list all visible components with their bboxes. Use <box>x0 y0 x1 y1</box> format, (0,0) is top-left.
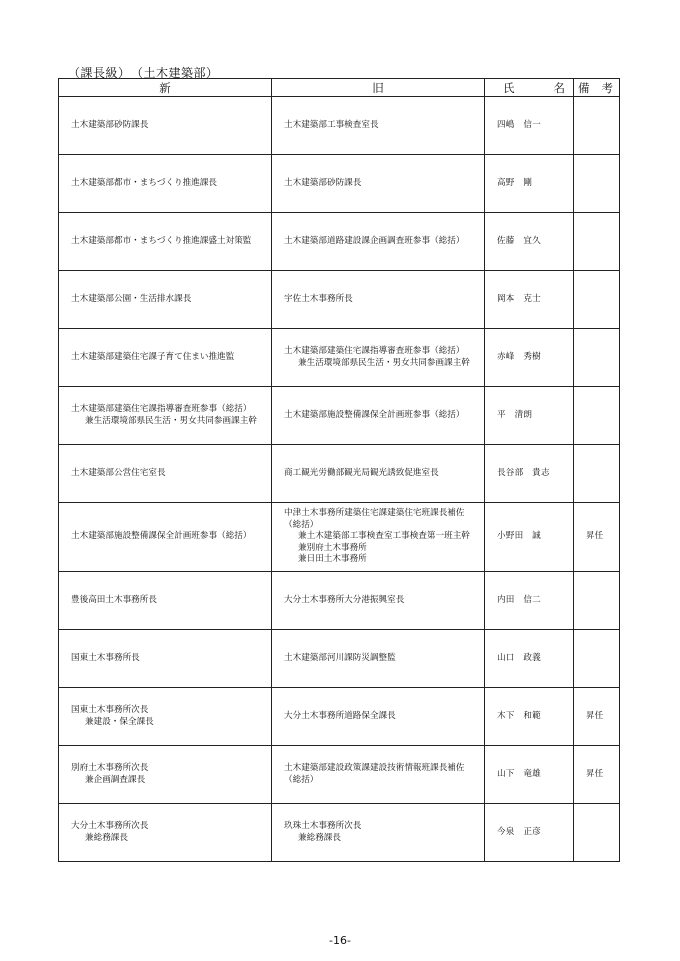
table-row <box>59 155 620 213</box>
new-post-cell <box>59 271 272 329</box>
header-name <box>485 79 574 97</box>
person-name-cell: 山下 竜雄 <box>485 746 574 804</box>
remarks-cell <box>574 329 620 387</box>
old-post-cell-line: 土木建築部道路建設課企画調査班参事（総括） <box>284 235 465 246</box>
old-post-cell <box>272 155 485 213</box>
new-post-cell-line: 兼建設・保全課長 <box>85 716 154 727</box>
new-post-cell <box>59 329 272 387</box>
department-label: （土木建築部） <box>137 66 219 80</box>
old-post-cell-line: 兼総務課長 <box>298 832 341 843</box>
old-post-cell-line: 大分土木事務所道路保全課長 <box>284 710 396 721</box>
new-post-cell <box>59 445 272 503</box>
new-post-cell <box>59 746 272 804</box>
new-post-cell-line: 大分土木事務所次長 <box>71 821 149 831</box>
header-name-char: 氏 <box>503 80 515 95</box>
table-row <box>59 630 620 688</box>
new-post-cell-line: 土木建築部建築住宅課指導審査班参事（総括） <box>71 404 252 414</box>
new-post-cell <box>59 213 272 271</box>
old-post-cell <box>272 271 485 329</box>
remarks-cell: 昇任 <box>574 688 620 746</box>
person-name-cell: 平 清朗 <box>485 387 574 445</box>
table-row <box>59 445 620 503</box>
new-post-cell-line: 土木建築部砂防課長 <box>71 119 149 130</box>
new-post-cell <box>59 572 272 630</box>
remarks-cell <box>574 387 620 445</box>
remarks-cell <box>574 97 620 155</box>
person-name-cell: 木下 和範 <box>485 688 574 746</box>
new-post-cell <box>59 804 272 862</box>
header-name-char: 名 <box>553 80 565 95</box>
old-post-cell <box>272 630 485 688</box>
remarks-cell <box>574 213 620 271</box>
old-post-cell <box>272 97 485 155</box>
personnel-table <box>58 78 620 862</box>
old-post-cell-line: 土木建築部河川課防災調整監 <box>284 652 396 663</box>
new-post-cell-line: 土木建築部建築住宅課子育て住まい推進監 <box>71 351 235 362</box>
person-name-cell: 長谷部 貴志 <box>485 445 574 503</box>
remarks-cell <box>574 155 620 213</box>
person-name-cell: 山口 政義 <box>485 630 574 688</box>
new-post-cell-line: 国東土木事務所次長 <box>71 705 149 715</box>
table-row <box>59 746 620 804</box>
new-post-cell <box>59 97 272 155</box>
new-post-cell-line: 土木建築部都市・まちづくり推進課長 <box>71 177 218 188</box>
remarks-cell <box>574 630 620 688</box>
new-post-cell-line: 土木建築部都市・まちづくり推進課盛土対策監 <box>71 235 252 246</box>
remarks-cell <box>574 271 620 329</box>
table-body <box>59 97 620 862</box>
person-name-cell: 内田 信二 <box>485 572 574 630</box>
old-post-cell <box>272 572 485 630</box>
remarks-cell <box>574 804 620 862</box>
header-note <box>574 79 620 97</box>
header-note-char: 備 <box>578 80 590 95</box>
table-row <box>59 572 620 630</box>
new-post-cell-line: 兼生活環境部県民生活・男女共同参画課主幹 <box>85 415 257 426</box>
table-row <box>59 329 620 387</box>
old-post-cell-line: 兼別府土木事務所 <box>298 542 367 553</box>
old-post-cell <box>272 329 485 387</box>
new-post-cell <box>59 688 272 746</box>
header-old: 旧 <box>272 79 485 97</box>
table-header-row <box>59 79 620 97</box>
old-post-cell <box>272 445 485 503</box>
grade-label: （課長級） <box>68 66 125 80</box>
table-row <box>59 503 620 572</box>
new-post-cell-line: 土木建築部施設整備課保全計画班参事（総括） <box>71 531 252 542</box>
old-post-cell-line: 土木建築部建築住宅課指導審査班参事（総括） <box>284 346 465 356</box>
old-post-cell-line: 兼土木建築部工事検査室工事検査第一班主幹 <box>298 531 470 542</box>
old-post-cell <box>272 503 485 572</box>
old-post-cell <box>272 387 485 445</box>
old-post-cell <box>272 688 485 746</box>
table-row <box>59 97 620 155</box>
new-post-cell-line: 土木建築部公営住宅室長 <box>71 467 166 478</box>
new-post-cell-line: 兼企画調査課長 <box>85 774 146 785</box>
remarks-cell: 昇任 <box>574 746 620 804</box>
page-number: -16- <box>329 934 351 947</box>
table-row <box>59 688 620 746</box>
old-post-cell-line: 中津土木事務所建築住宅課建築住宅班課長補佐（総括） <box>284 508 465 530</box>
person-name-cell: 佐藤 宜久 <box>485 213 574 271</box>
table-row <box>59 387 620 445</box>
old-post-cell-line: 土木建築部砂防課長 <box>284 177 362 188</box>
person-name-cell: 岡本 克士 <box>485 271 574 329</box>
old-post-cell-line: 商工観光労働部観光局観光誘致促進室長 <box>284 467 439 478</box>
new-post-cell-line: 別府土木事務所次長 <box>71 763 149 773</box>
new-post-cell-line: 豊後高田土木事務所長 <box>71 594 157 605</box>
remarks-cell <box>574 445 620 503</box>
new-post-cell <box>59 503 272 572</box>
old-post-cell-line: 兼日田土木事務所 <box>298 554 367 565</box>
old-post-cell-line: 土木建築部建設政策課建設技術情報班課長補佐（総括） <box>284 763 465 785</box>
table-row <box>59 271 620 329</box>
old-post-cell-line: 宇佐土木事務所長 <box>284 293 353 304</box>
table-row <box>59 213 620 271</box>
new-post-cell-line: 兼総務課長 <box>85 832 128 843</box>
person-name-cell: 高野 剛 <box>485 155 574 213</box>
header-new: 新 <box>59 79 272 97</box>
old-post-cell <box>272 746 485 804</box>
person-name-cell: 四嶋 信一 <box>485 97 574 155</box>
person-name-cell: 赤峰 秀樹 <box>485 329 574 387</box>
old-post-cell <box>272 804 485 862</box>
remarks-cell: 昇任 <box>574 503 620 572</box>
person-name-cell: 今泉 正彦 <box>485 804 574 862</box>
header-note-char: 考 <box>601 80 613 95</box>
old-post-cell-line: 土木建築部施設整備課保全計画班参事（総括） <box>284 409 465 420</box>
new-post-cell-line: 国東土木事務所長 <box>71 652 140 663</box>
remarks-cell <box>574 572 620 630</box>
table-row <box>59 804 620 862</box>
old-post-cell <box>272 213 485 271</box>
person-name-cell: 小野田 誠 <box>485 503 574 572</box>
old-post-cell-line: 大分土木事務所大分港振興室長 <box>284 594 405 605</box>
old-post-cell-line: 土木建築部工事検査室長 <box>284 119 379 130</box>
new-post-cell-line: 土木建築部公園・生活排水課長 <box>71 293 192 304</box>
new-post-cell <box>59 630 272 688</box>
new-post-cell <box>59 387 272 445</box>
new-post-cell <box>59 155 272 213</box>
old-post-cell-line: 兼生活環境部県民生活・男女共同参画課主幹 <box>298 357 470 368</box>
old-post-cell-line: 玖珠土木事務所次長 <box>284 821 362 831</box>
